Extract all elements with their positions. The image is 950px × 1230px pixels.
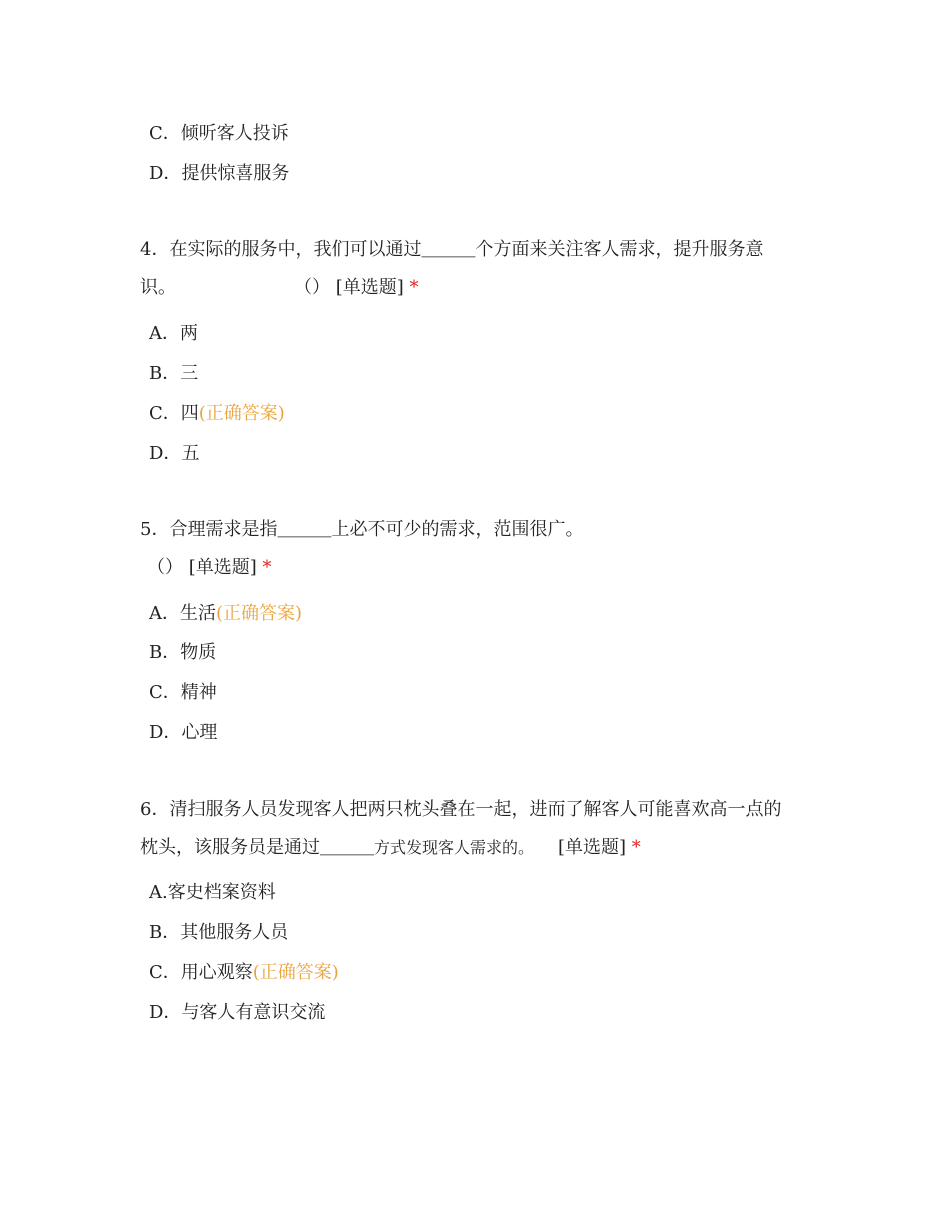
list-item: D．心理 bbox=[149, 722, 218, 743]
correct-answer-tag: (正确答案) bbox=[198, 403, 285, 424]
list-item: C．倾听客人投诉 bbox=[149, 123, 289, 144]
list-item: C．用心观察(正确答案) bbox=[149, 962, 339, 983]
question-4-title-line2: 识。 （） [单选题] * bbox=[140, 277, 419, 298]
question-5-title-line2 bbox=[147, 557, 272, 579]
question-6-title-line2: 枕头，该服务员是通过＿＿＿方式发现客人需求的。 [单选题] * bbox=[140, 837, 641, 858]
blank-parens: （） bbox=[147, 557, 183, 578]
question-4-title-line1: 4．在实际的服务中，我们可以通过＿＿＿个方面来关注客人需求，提升服务意 bbox=[140, 239, 764, 260]
question-5-title-line1: 5．合理需求是指＿＿＿上必不可少的需求，范围很广。 bbox=[140, 519, 584, 540]
list-item: D．与客人有意识交流 bbox=[149, 1002, 326, 1023]
list-item: A.客史档案资料 bbox=[149, 882, 276, 903]
list-item: A．生活(正确答案) bbox=[149, 603, 303, 624]
required-star: * bbox=[631, 837, 641, 858]
list-item: B．三 bbox=[149, 363, 199, 384]
correct-answer-tag: (正确答案) bbox=[216, 603, 303, 624]
required-star: * bbox=[409, 277, 419, 298]
question-type: [单选题] bbox=[188, 557, 257, 578]
list-item: A．两 bbox=[149, 323, 198, 344]
required-star: * bbox=[262, 557, 272, 578]
list-item: C．四(正确答案) bbox=[149, 403, 285, 424]
list-item: C．精神 bbox=[149, 682, 217, 703]
question-type: [单选题] bbox=[335, 277, 404, 298]
list-item: D．提供惊喜服务 bbox=[149, 163, 290, 184]
list-item: B．其他服务人员 bbox=[149, 922, 289, 943]
blank-parens: （） bbox=[294, 277, 330, 298]
list-item: B．物质 bbox=[149, 642, 217, 663]
question-6-title-line1: 6．清扫服务人员发现客人把两只枕头叠在一起，进而了解客人可能喜欢高一点的 bbox=[140, 799, 782, 820]
correct-answer-tag: (正确答案) bbox=[252, 962, 339, 983]
question-type: [单选题] bbox=[558, 837, 627, 858]
list-item: D．五 bbox=[149, 443, 200, 464]
